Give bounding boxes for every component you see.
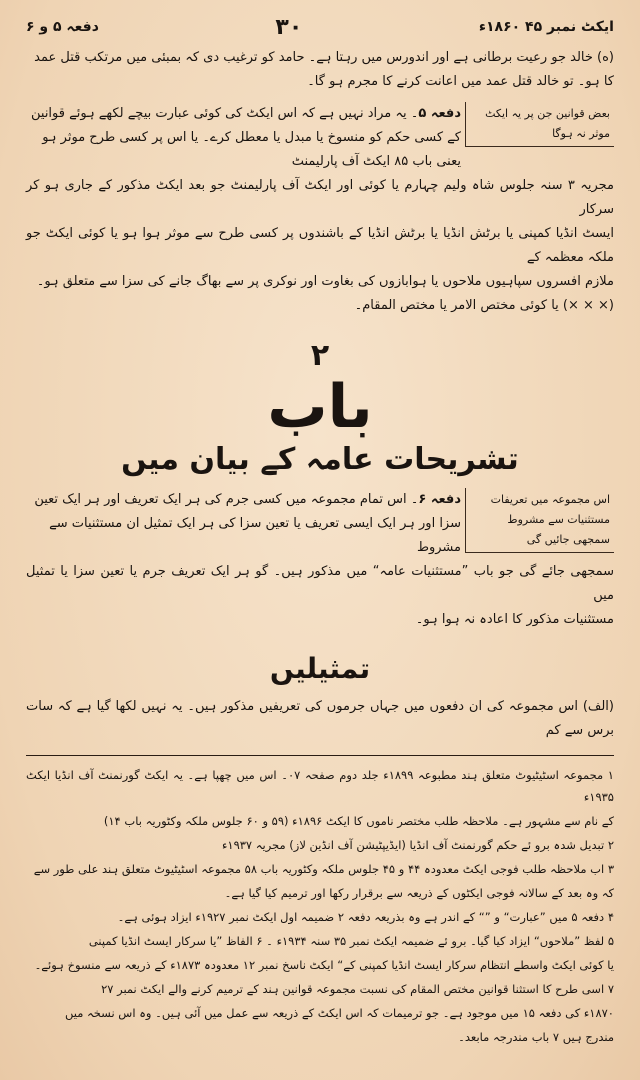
section-5 bbox=[26, 102, 614, 174]
footnote-line: کے نام سے مشہور ہے۔ ملاحظہ طلب مختصر ناموں کا ایکٹ ۱۸۹۶ء (۵۹ و ۶۰ جلوس ملکہ وکٹوریہ باب ۱۴) bbox=[103, 814, 614, 828]
footnotes bbox=[26, 764, 614, 1048]
footnote-line: ۲ تبدیل شدہ برو ئے حکم گورنمنٹ آف انڈیا (ایڈیپٹیشن آف انڈین لاز) مجریہ ۱۹۳۷ء bbox=[221, 838, 614, 852]
section-5-text-3: مجریہ ۳ سنہ جلوس شاہ ولیم چہارم یا کوئی اور ایکٹ آف پارلیمنٹ جو بعد ایکٹ مذکور کے جاری ہو کر سرکار bbox=[26, 178, 614, 217]
footnote-divider bbox=[26, 755, 614, 756]
section-6-text-2: ہر ایک ایسی تعریف یا تعین سزا کی ہر ایک تمثیل ان مستثنیات سے مشروط bbox=[49, 516, 461, 555]
footnote-line: ۱۸۷۰ء کی دفعہ ۱۵ میں موجود ہے۔ جو ترمیمات کہ اس ایکٹ کے ذریعہ سے عمل میں آئی ہیں۔ وہ اس نسخہ میں bbox=[64, 1006, 614, 1020]
footnote-line: ۳ اب ملاحظہ طلب فوجی ایکٹ معدودہ ۴۴ و ۴۵ جلوس ملکہ وکٹوریہ باب ۵۸ مجموعہ اسٹیٹیوٹ متعلق ہند علی طور سے bbox=[33, 862, 614, 876]
page-number: ۳۰ bbox=[275, 14, 303, 40]
section-5-text-1: ۔ یہ مراد نہیں ہے کہ اس ایکٹ کی کوئی عبارت بیچے لکھے ہوئے قوانین کے کسی حکم کو bbox=[31, 106, 461, 145]
section-5-text-2: منسوخ یا مبدل یا معطل کرے۔ یا اس پر کسی طرح موثر ہو یعنی باب ۸۵ ایکٹ آف پارلیمنٹ bbox=[42, 130, 461, 169]
section-5-sidenote: بعض قوانین جن پر یہ ایکٹ موثر نہ ہوگا bbox=[465, 102, 614, 147]
section-6-text-4: مستثنیات مذکور کا اعادہ نہ ہوا ہو۔ bbox=[415, 612, 614, 627]
footnote-line: یا کوئی ایکٹ واسطے انتظام سرکار ایسٹ انڈیا کمپنی کے“ ایکٹ ناسخ نمبر ۱۲ معدودہ ۱۸۷۳ء کے ذریعہ سے منسوخ ہوئے۔ bbox=[34, 958, 614, 972]
footnote-line: کہ وہ بعد کے سالانہ فوجی ایکٹوں کے ذریعہ سے برقرار رکھا اور ترمیم کیا گیا ہے۔ bbox=[224, 886, 614, 900]
footnote-line: ۷ اسی طرح کا استثنا قوانین مختص المقام کی نسبت مجموعہ قوانین ہند کے ترمیم کرنے والے ایکٹ نمبر ۲۷ bbox=[101, 982, 614, 996]
section-6 bbox=[26, 488, 614, 560]
chapter-title: تشریحات عامہ کے بیان میں bbox=[121, 442, 519, 477]
header-left: دفعہ ۵ و ۶ bbox=[26, 19, 99, 35]
chapter-number: ۲ bbox=[310, 338, 330, 373]
illustration-a: (الف) اس مجموعہ کی ان دفعوں میں جہاں جرموں کی تعریفیں مذکور ہیں۔ یہ نہیں لکھا گیا ہے کہ سات برس سے کم bbox=[26, 699, 614, 738]
header-right: ایکٹ نمبر ۴۵ ۱۸۶۰ء bbox=[478, 19, 614, 35]
section-6-sidenote: اس مجموعہ میں تعریفات مستثنیات سے مشروط سمجھی جائیں گی bbox=[465, 488, 614, 553]
section-6-label: دفعہ ۶ bbox=[418, 492, 461, 507]
footnote-line: مندرج ہیں ۷ باب مندرجہ مابعد۔ bbox=[458, 1030, 614, 1044]
footnote-line: ۵ لفظ ”ملاحوں“ ایزاد کیا گیا۔ برو ئے ضمیمہ ایکٹ نمبر ۳۵ سنہ ۱۹۳۴ء ۔ ۶ الفاظ ”یا سرکار ایسٹ انڈیا کمپنی bbox=[88, 934, 614, 948]
intro-line-2: کا ہو۔ تو خالد قتل عمد میں اعانت کرنے کا مجرم ہو گا۔ bbox=[307, 74, 614, 89]
footnote-line: ۱ مجموعہ اسٹیٹیوٹ متعلق ہند مطبوعہ ۱۸۹۹ء جلد دوم صفحہ ۰۷۔ اس میں چھپا ہے۔ یہ ایکٹ گورنمنٹ آف انڈیا ایکٹ ۱۹۳۵ء bbox=[26, 768, 614, 804]
section-5-label: دفعہ ۵ bbox=[418, 106, 461, 121]
section-5-body bbox=[26, 102, 461, 174]
section-5-text-6: (× × ×) یا کوئی مختص الامر یا مختص المقام۔ bbox=[354, 298, 614, 313]
chapter-heading bbox=[26, 338, 614, 480]
section-5-text-5: ملازم افسروں سپاہیوں ملاحوں یا ہوابازوں کی بغاوت اور نوکری پر سے بھاگ جانے کی سزا سے متعلق ہو۔ bbox=[36, 274, 614, 289]
section-6-text-3: سمجھی جائے گی جو باب ”مستثنیات عامہ“ میں مذکور ہیں۔ گو ہر ایک تعریف جرم یا تعین سزا یا تمثیل میں bbox=[26, 564, 614, 603]
page-header bbox=[26, 14, 614, 40]
section-6-body bbox=[26, 488, 461, 560]
section-5-text-4: ایسٹ انڈیا کمپنی یا برٹش انڈیا یا برٹش انڈیا کے باشندوں پر کسی طرح سے موثر ہوا ہو یا کوئی ایکٹ جو ملکہ معظمہ کے bbox=[26, 226, 614, 265]
chapter-word: باب bbox=[267, 372, 373, 442]
illustrations-title: تمثیلیں bbox=[269, 652, 371, 685]
footnote-line: ۴ دفعہ ۵ میں ”عبارت“ و ”“ کے اندر ہے وہ بذریعہ دفعہ ۲ ضمیمہ اول ایکٹ نمبر ۱۹۲۷ء ایزاد ہوئی ہے۔ bbox=[117, 910, 614, 924]
intro-line-1: (ه) خالد جو رعیت برطانی ہے اور اندورس میں رہتا ہے۔ حامد کو ترغیب دی کہ بمبئی میں مرتکب قتل عمد bbox=[34, 50, 614, 65]
section-6-text-1: ۔ اس تمام مجموعہ میں کسی جرم کی ہر ایک تعریف اور ہر ایک تعین سزا اور bbox=[34, 492, 461, 531]
